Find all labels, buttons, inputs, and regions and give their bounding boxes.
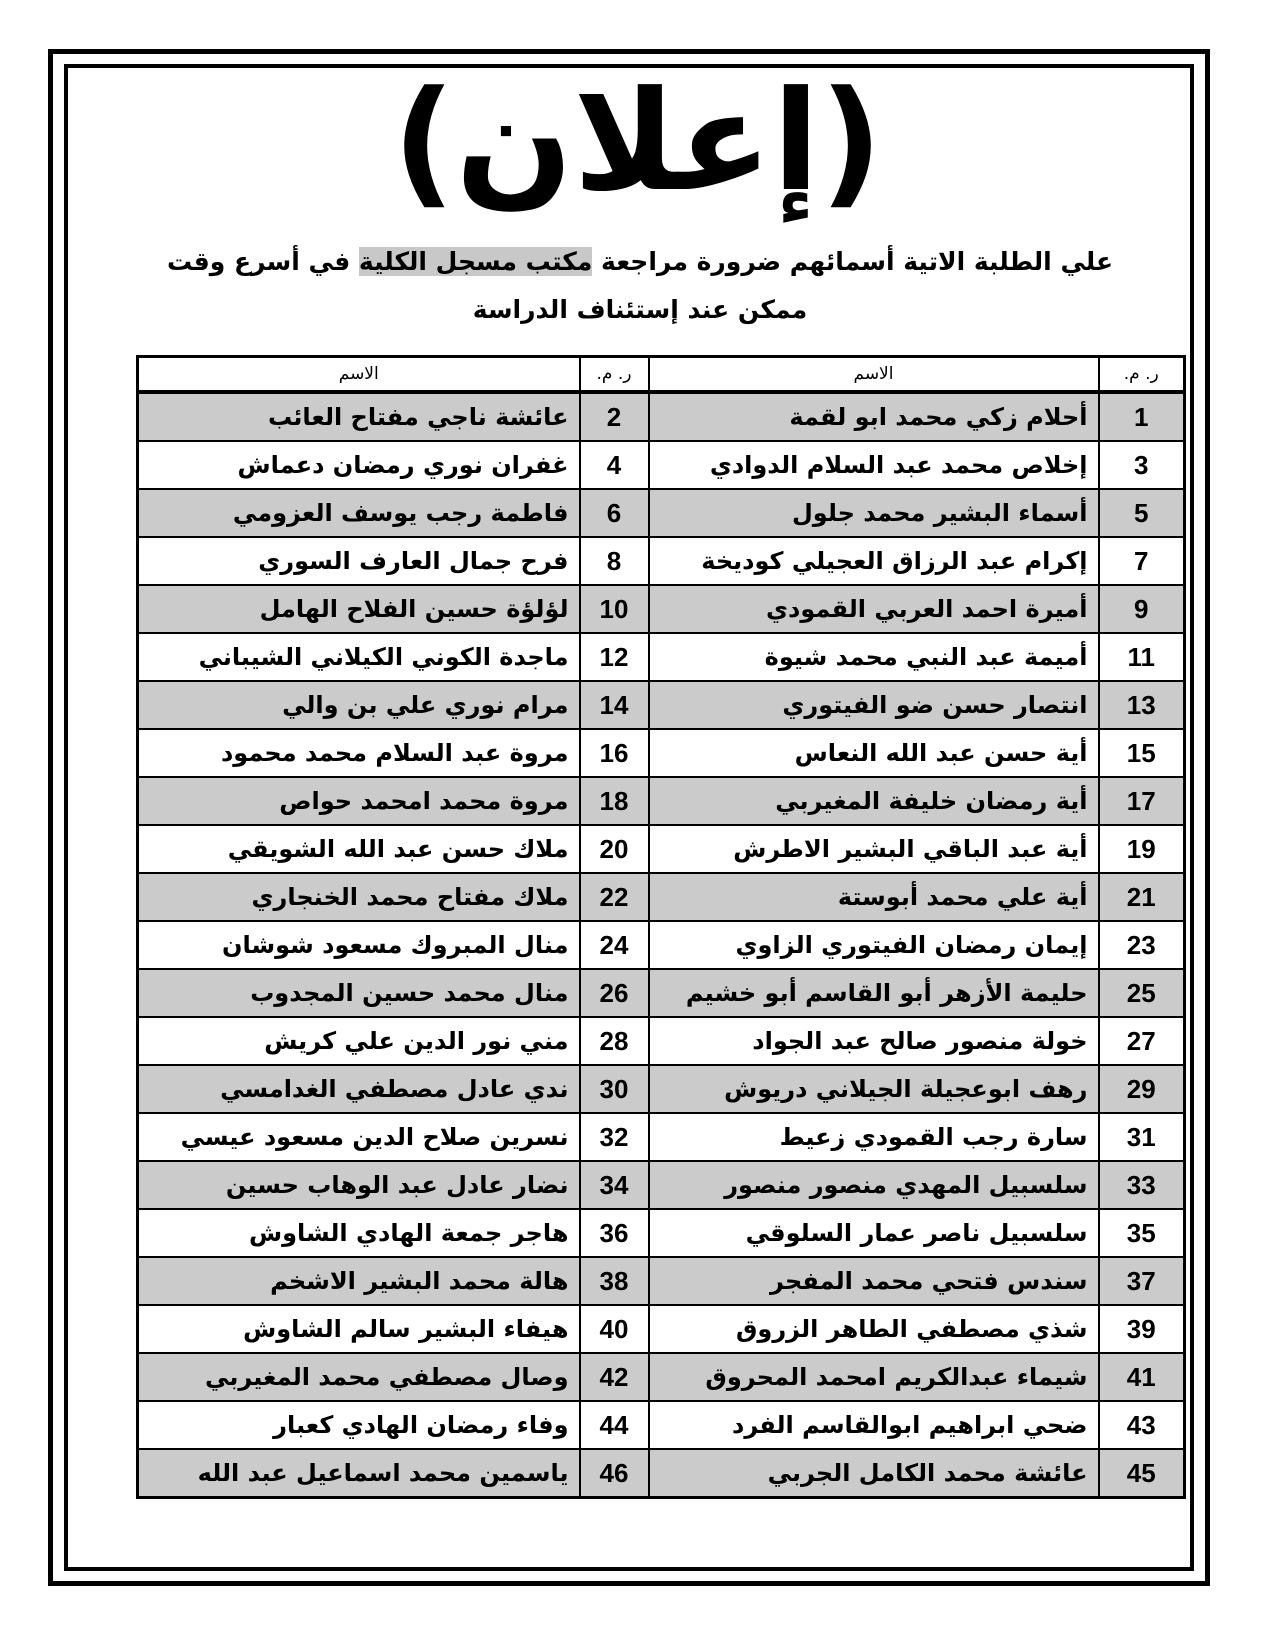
row-number: 38 bbox=[580, 1257, 649, 1305]
row-number: 21 bbox=[1099, 873, 1185, 921]
announcement-text bbox=[160, 238, 1120, 334]
row-number: 9 bbox=[1099, 585, 1185, 633]
student-name: أسماء البشير محمد جلول bbox=[649, 489, 1099, 537]
row-number: 36 bbox=[580, 1209, 649, 1257]
row-number: 46 bbox=[580, 1449, 649, 1498]
row-number: 24 bbox=[580, 921, 649, 969]
row-number: 30 bbox=[580, 1065, 649, 1113]
student-table bbox=[136, 355, 1186, 1499]
table-row bbox=[138, 873, 1185, 921]
student-name: شذي مصطفي الطاهر الزروق bbox=[649, 1305, 1099, 1353]
row-number: 6 bbox=[580, 489, 649, 537]
row-number: 15 bbox=[1099, 729, 1185, 777]
student-name: مني نور الدين علي كريش bbox=[138, 1017, 580, 1065]
table-row bbox=[138, 441, 1185, 489]
row-number: 29 bbox=[1099, 1065, 1185, 1113]
row-number: 42 bbox=[580, 1353, 649, 1401]
table-row bbox=[138, 1401, 1185, 1449]
header-num-left: ر. م. bbox=[580, 357, 649, 393]
announcement-title: (إعلان) bbox=[392, 61, 883, 222]
row-number: 16 bbox=[580, 729, 649, 777]
student-name: سلسبيل المهدي منصور منصور bbox=[649, 1161, 1099, 1209]
student-name: أميمة عبد النبي محمد شيوة bbox=[649, 633, 1099, 681]
header-name-left: الاسم bbox=[138, 357, 580, 393]
row-number: 28 bbox=[580, 1017, 649, 1065]
student-name: سندس فتحي محمد المفجر bbox=[649, 1257, 1099, 1305]
row-number: 13 bbox=[1099, 681, 1185, 729]
student-name: خولة منصور صالح عبد الجواد bbox=[649, 1017, 1099, 1065]
row-number: 1 bbox=[1099, 392, 1185, 441]
student-name: نضار عادل عبد الوهاب حسين bbox=[138, 1161, 580, 1209]
student-name: عائشة محمد الكامل الجربي bbox=[649, 1449, 1099, 1498]
row-number: 14 bbox=[580, 681, 649, 729]
table-row bbox=[138, 969, 1185, 1017]
student-name: مروة محمد امحمد حواص bbox=[138, 777, 580, 825]
table-row bbox=[138, 1449, 1185, 1498]
row-number: 41 bbox=[1099, 1353, 1185, 1401]
row-number: 26 bbox=[580, 969, 649, 1017]
table-row bbox=[138, 1017, 1185, 1065]
table-row bbox=[138, 1257, 1185, 1305]
row-number: 17 bbox=[1099, 777, 1185, 825]
table-row bbox=[138, 392, 1185, 441]
student-name: سلسبيل ناصر عمار السلوقي bbox=[649, 1209, 1099, 1257]
table-row bbox=[138, 1065, 1185, 1113]
student-name: حليمة الأزهر أبو القاسم أبو خشيم bbox=[649, 969, 1099, 1017]
student-name: هالة محمد البشير الاشخم bbox=[138, 1257, 580, 1305]
table-row bbox=[138, 777, 1185, 825]
row-number: 25 bbox=[1099, 969, 1185, 1017]
table-row bbox=[138, 681, 1185, 729]
student-name: ياسمين محمد اسماعيل عبد الله bbox=[138, 1449, 580, 1498]
student-name: أية رمضان خليفة المغيربي bbox=[649, 777, 1099, 825]
student-name: سارة رجب القمودي زعيط bbox=[649, 1113, 1099, 1161]
header-num-right: ر. م. bbox=[1099, 357, 1185, 393]
row-number: 22 bbox=[580, 873, 649, 921]
intro-part-2: في أسرع وقت ممكن عند إستئناف الدراسة bbox=[166, 247, 808, 324]
student-name: ملاك مفتاح محمد الخنجاري bbox=[138, 873, 580, 921]
row-number: 37 bbox=[1099, 1257, 1185, 1305]
student-name: فرح جمال العارف السوري bbox=[138, 537, 580, 585]
student-name: مرام نوري علي بن والي bbox=[138, 681, 580, 729]
row-number: 12 bbox=[580, 633, 649, 681]
student-name: مروة عبد السلام محمد محمود bbox=[138, 729, 580, 777]
student-name: ملاك حسن عبد الله الشويقي bbox=[138, 825, 580, 873]
row-number: 19 bbox=[1099, 825, 1185, 873]
student-name: ماجدة الكوني الكيلاني الشيباني bbox=[138, 633, 580, 681]
student-name: منال محمد حسين المجدوب bbox=[138, 969, 580, 1017]
student-name: أميرة احمد العربي القمودي bbox=[649, 585, 1099, 633]
row-number: 23 bbox=[1099, 921, 1185, 969]
row-number: 31 bbox=[1099, 1113, 1185, 1161]
row-number: 27 bbox=[1099, 1017, 1185, 1065]
row-number: 20 bbox=[580, 825, 649, 873]
student-name: أية عبد الباقي البشير الاطرش bbox=[649, 825, 1099, 873]
row-number: 35 bbox=[1099, 1209, 1185, 1257]
row-number: 32 bbox=[580, 1113, 649, 1161]
row-number: 33 bbox=[1099, 1161, 1185, 1209]
student-name: ندي عادل مصطفي الغدامسي bbox=[138, 1065, 580, 1113]
row-number: 43 bbox=[1099, 1401, 1185, 1449]
row-number: 2 bbox=[580, 392, 649, 441]
student-name: فاطمة رجب يوسف العزومي bbox=[138, 489, 580, 537]
student-name: هاجر جمعة الهادي الشاوش bbox=[138, 1209, 580, 1257]
table-header-row bbox=[138, 357, 1185, 393]
row-number: 34 bbox=[580, 1161, 649, 1209]
student-name: شيماء عبدالكريم امحمد المحروق bbox=[649, 1353, 1099, 1401]
student-name: إخلاص محمد عبد السلام الدوادي bbox=[649, 441, 1099, 489]
student-name: رهف ابوعجيلة الجيلاني دريوش bbox=[649, 1065, 1099, 1113]
student-name: أحلام زكي محمد ابو لقمة bbox=[649, 392, 1099, 441]
table-row bbox=[138, 1113, 1185, 1161]
table-row bbox=[138, 825, 1185, 873]
student-name: أية حسن عبد الله النعاس bbox=[649, 729, 1099, 777]
table-row bbox=[138, 489, 1185, 537]
row-number: 11 bbox=[1099, 633, 1185, 681]
student-name: عائشة ناجي مفتاح العائب bbox=[138, 392, 580, 441]
student-name: وصال مصطفي محمد المغيربي bbox=[138, 1353, 580, 1401]
student-name: أية علي محمد أبوستة bbox=[649, 873, 1099, 921]
student-name: ضحي ابراهيم ابوالقاسم الفرد bbox=[649, 1401, 1099, 1449]
row-number: 18 bbox=[580, 777, 649, 825]
table-row bbox=[138, 633, 1185, 681]
row-number: 44 bbox=[580, 1401, 649, 1449]
student-name: انتصار حسن ضو الفيتوري bbox=[649, 681, 1099, 729]
row-number: 3 bbox=[1099, 441, 1185, 489]
student-name: غفران نوري رمضان دعماش bbox=[138, 441, 580, 489]
row-number: 40 bbox=[580, 1305, 649, 1353]
student-name: وفاء رمضان الهادي كعبار bbox=[138, 1401, 580, 1449]
table-row bbox=[138, 921, 1185, 969]
row-number: 7 bbox=[1099, 537, 1185, 585]
row-number: 39 bbox=[1099, 1305, 1185, 1353]
intro-part-1: علي الطلبة الاتية أسمائهم ضرورة مراجعة bbox=[592, 247, 1114, 276]
row-number: 10 bbox=[580, 585, 649, 633]
student-name: منال المبروك مسعود شوشان bbox=[138, 921, 580, 969]
table-row bbox=[138, 1305, 1185, 1353]
row-number: 8 bbox=[580, 537, 649, 585]
row-number: 4 bbox=[580, 441, 649, 489]
row-number: 45 bbox=[1099, 1449, 1185, 1498]
row-number: 5 bbox=[1099, 489, 1185, 537]
student-name: لؤلؤة حسين الفلاح الهامل bbox=[138, 585, 580, 633]
header-name-right: الاسم bbox=[649, 357, 1099, 393]
student-name: نسرين صلاح الدين مسعود عيسي bbox=[138, 1113, 580, 1161]
table-row bbox=[138, 585, 1185, 633]
table-row bbox=[138, 1209, 1185, 1257]
table-row bbox=[138, 537, 1185, 585]
table-row bbox=[138, 1161, 1185, 1209]
student-name: إيمان رمضان الفيتوري الزاوي bbox=[649, 921, 1099, 969]
table-row bbox=[138, 729, 1185, 777]
intro-highlight: مكتب مسجل الكلية bbox=[358, 247, 593, 276]
table-row bbox=[138, 1353, 1185, 1401]
table-body bbox=[138, 392, 1185, 1498]
student-name: هيفاء البشير سالم الشاوش bbox=[138, 1305, 580, 1353]
student-name: إكرام عبد الرزاق العجيلي كوديخة bbox=[649, 537, 1099, 585]
